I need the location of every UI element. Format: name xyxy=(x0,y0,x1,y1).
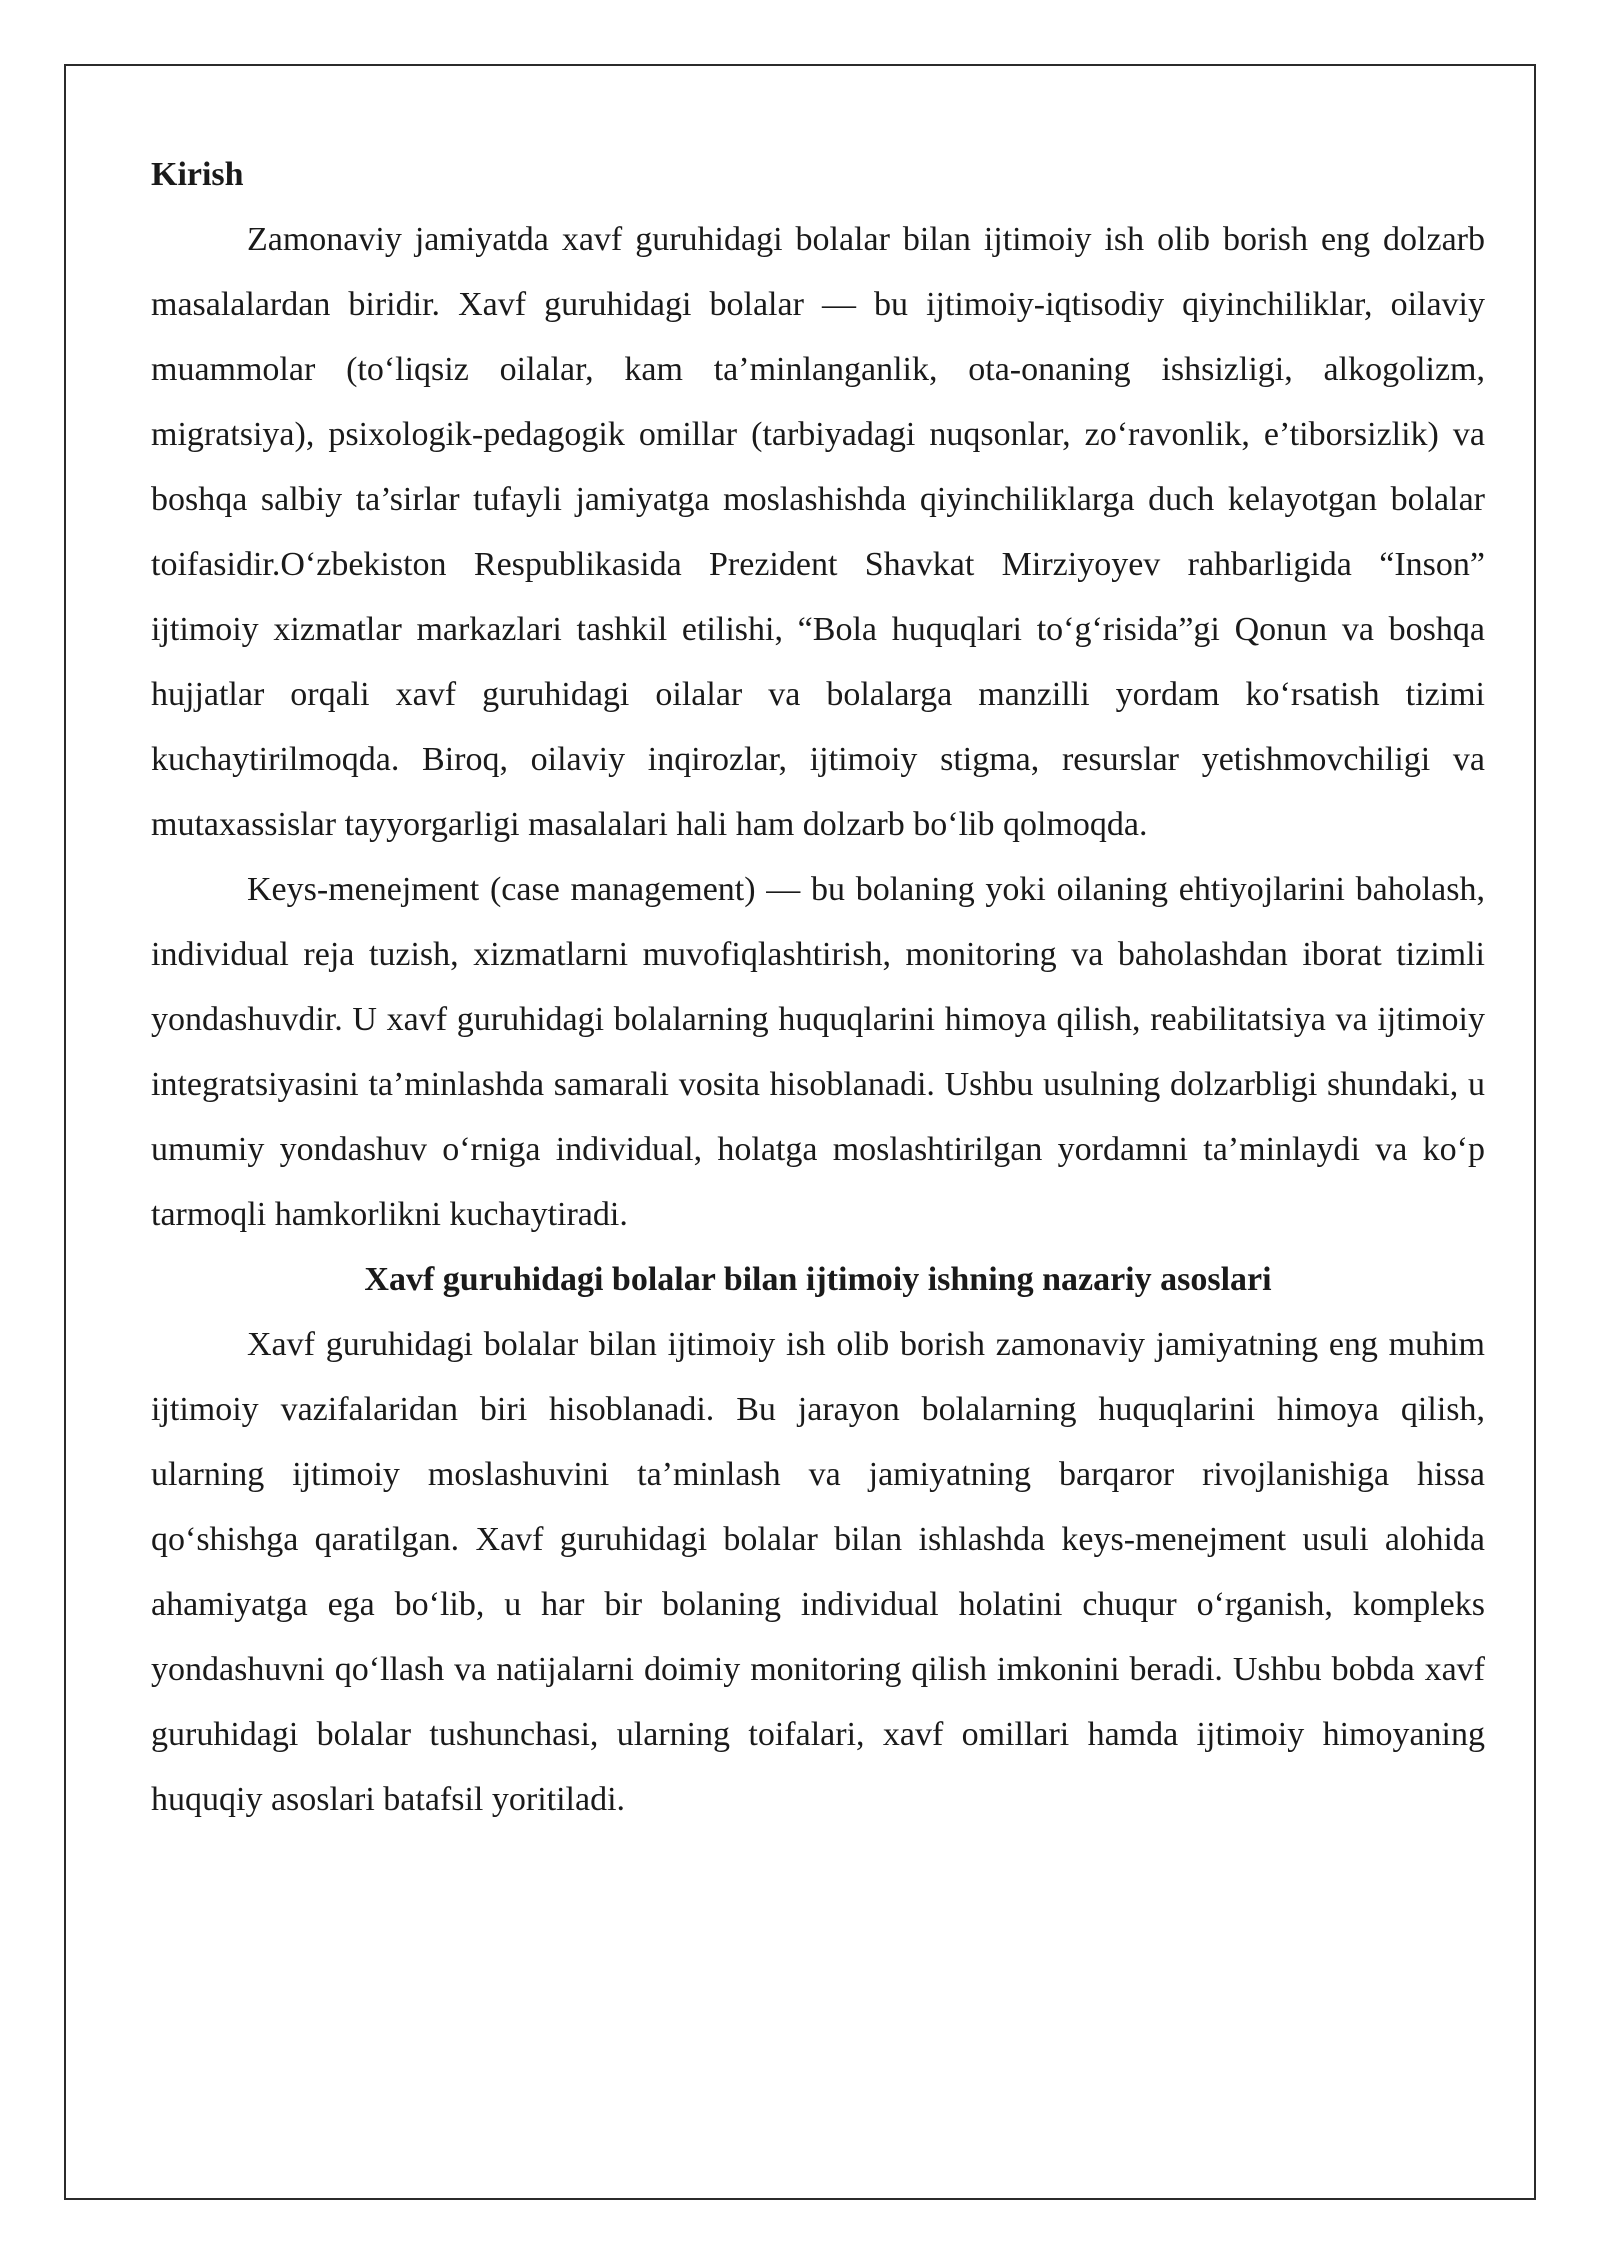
intro-paragraph-2: Keys-menejment (case management) — bu bolaning yoki oilaning ehtiyojlarini baholash, individual reja tuzish, xizmatlarni muvofiqlashtirish, monitoring va baholashdan iborat tizimli yondashuvdir. U xavf guruhidagi bolalarning huquqlarini himoya qilish, reabilitatsiya va ijtimoiy integratsiyasini ta’minlashda samarali vosita hisoblanadi. Ushbu usulning dolzarbligi shundaki, u umumiy yondashuv o‘rniga individual, holatga moslashtirilgan yordamni ta’minlaydi va ko‘p tarmoqli hamkorlikni kuchaytiradi. xyxy=(151,871,1485,1233)
intro-heading: Kirish xyxy=(151,156,244,193)
section-heading: Xavf guruhidagi bolalar bilan ijtimoiy ishning nazariy asoslari xyxy=(364,1261,1272,1298)
intro-paragraph-1: Zamonaviy jamiyatda xavf guruhidagi bolalar bilan ijtimoiy ish olib borish eng dolzarb masalalardan biridir. Xavf guruhidagi bolalar — bu ijtimoiy-iqtisodiy qiyinchiliklar, oilaviy muammolar (to‘liqsiz oilalar, kam ta’minlanganlik, ota-onaning ishsizligi, alkogolizm, migratsiya), psixologik-pedagogik omillar (tarbiyadagi nuqsonlar, zo‘ravonlik, e’tiborsizlik) va boshqa salbiy ta’sirlar tufayli jamiyatga moslashishda qiyinchiliklarga duch kelayotgan bolalar toifasidir.O‘zbekiston Respublikasida Prezident Shavkat Mirziyoyev rahbarligida “Inson” ijtimoiy xizmatlar markazlari tashkil etilishi, “Bola huquqlari to‘g‘risida”gi Qonun va boshqa hujjatlar orqali xavf guruhidagi oilalar va bolalarga manzilli yordam ko‘rsatish tizimi kuchaytirilmoqda. Biroq, oilaviy inqirozlar, ijtimoiy stigma, resurslar yetishmovchiligi va mutaxassislar tayyorgarligi masalalari hali ham dolzarb bo‘lib qolmoqda. xyxy=(151,221,1485,843)
document-body xyxy=(151,142,1485,1832)
section-paragraph-1: Xavf guruhidagi bolalar bilan ijtimoiy ish olib borish zamonaviy jamiyatning eng muhim ijtimoiy vazifalaridan biri hisoblanadi. Bu jarayon bolalarning huquqlarini himoya qilish, ularning ijtimoiy moslashuvini ta’minlash va jamiyatning barqaror rivojlanishiga hissa qo‘shishga qaratilgan. Xavf guruhidagi bolalar bilan ishlashda keys-menejment usuli alohida ahamiyatga ega bo‘lib, u har bir bolaning individual holatini chuqur o‘rganish, kompleks yondashuvni qo‘llash va natijalarni doimiy monitoring qilish imkonini beradi. Ushbu bobda xavf guruhidagi bolalar tushunchasi, ularning toifalari, xavf omillari hamda ijtimoiy himoyaning huquqiy asoslari batafsil yoritiladi. xyxy=(151,1326,1485,1818)
